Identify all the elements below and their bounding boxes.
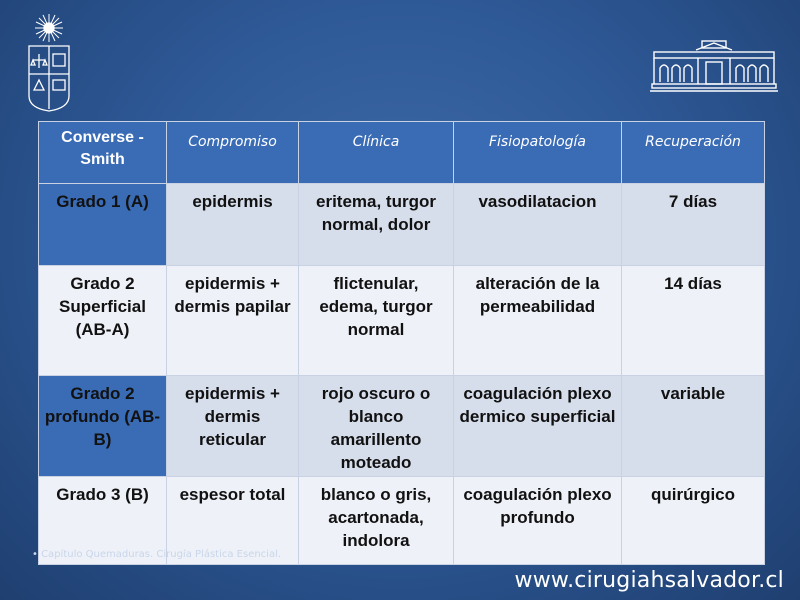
header-cell-fisiopatologia: Fisiopatología	[454, 122, 622, 184]
table-cell: quirúrgico	[622, 477, 765, 565]
table-cell: 7 días	[622, 184, 765, 266]
table-cell: epidermis + dermis papilar	[167, 266, 299, 376]
footnote-text: Capítulo Quemaduras. Cirugía Plástica Esencial.	[41, 549, 282, 560]
table-cell: eritema, turgor normal, dolor	[299, 184, 454, 266]
table-cell: coagulación plexo dermico superficial	[454, 376, 622, 477]
row-header-grade: Grado 2 Superficial (AB-A)	[39, 266, 167, 376]
website-url[interactable]: www.cirugiahsalvador.cl	[514, 568, 784, 593]
header-cell-recuperacion: Recuperación	[622, 122, 765, 184]
header-cell-compromiso: Compromiso	[167, 122, 299, 184]
burn-classification-table	[38, 121, 765, 565]
table-cell: epidermis + dermis reticular	[167, 376, 299, 477]
table-cell: 14 días	[622, 266, 765, 376]
hospital-building-icon	[650, 38, 778, 94]
row-header-grade: Grado 2 profundo (AB-B)	[39, 376, 167, 477]
row-header-grade: Grado 1 (A)	[39, 184, 167, 266]
table-cell: espesor total	[167, 477, 299, 565]
table-cell: variable	[622, 376, 765, 477]
table-cell: vasodilatacion	[454, 184, 622, 266]
table-cell: coagulación plexo profundo	[454, 477, 622, 565]
header-cell-clinica: Clínica	[299, 122, 454, 184]
table-header-row	[39, 122, 765, 184]
university-crest-icon	[24, 12, 74, 112]
reference-footnote: • Capítulo Quemaduras. Cirugía Plástica Esencial.	[32, 549, 282, 560]
table-cell: rojo oscuro o blanco amarillento moteado	[299, 376, 454, 477]
table-row	[39, 184, 765, 266]
table-cell: flictenular, edema, turgor normal	[299, 266, 454, 376]
table-row	[39, 376, 765, 477]
table-cell: alteración de la permeabilidad	[454, 266, 622, 376]
row-header-grade: Grado 3 (B)	[39, 477, 167, 565]
header-cell-classification: Converse - Smith	[39, 122, 167, 184]
table-row	[39, 266, 765, 376]
table-cell: epidermis	[167, 184, 299, 266]
table-cell: blanco o gris, acartonada, indolora	[299, 477, 454, 565]
